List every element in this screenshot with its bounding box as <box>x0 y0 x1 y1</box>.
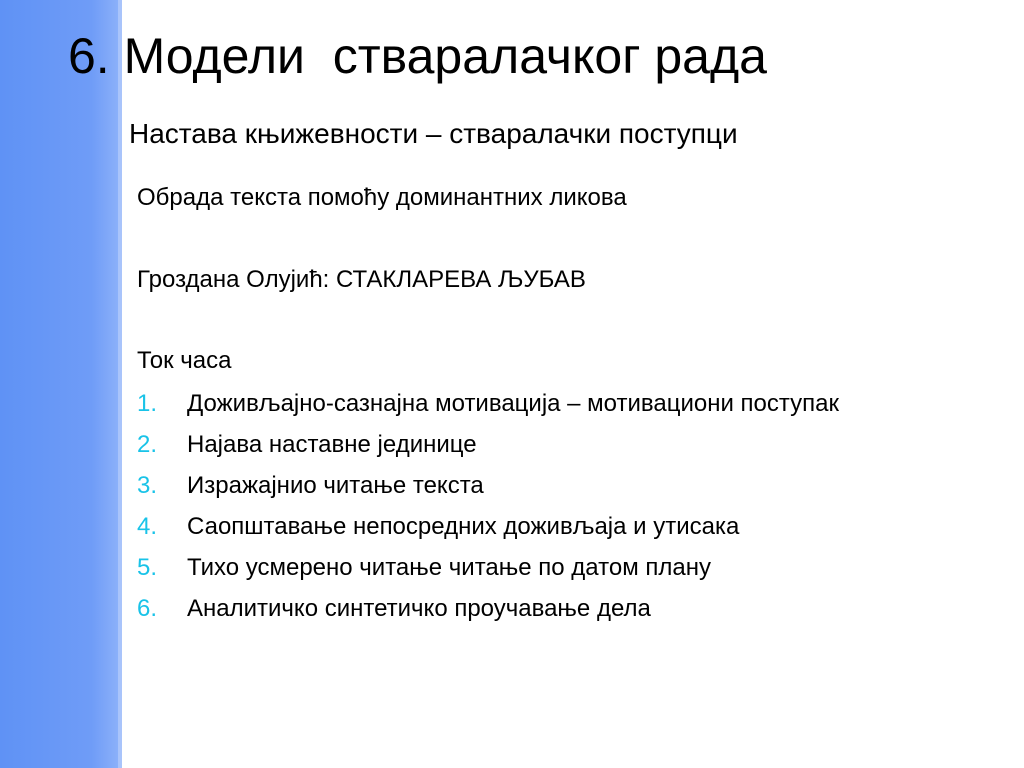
slide-title: 6. Модели стваралачког рада <box>68 28 767 84</box>
step-text: Аналитичко синтетичко проучавање дела <box>187 595 651 622</box>
step-number: 6. <box>137 595 158 622</box>
step-text: Најава наставне јединице <box>187 431 477 458</box>
step-text: Доживљајно-сазнајна мотивација – мотивациони поступак <box>187 390 840 417</box>
work-title-line: Гроздана Олујић: СТАКЛАРЕВА ЉУБАВ <box>137 266 586 293</box>
topic-line: Обрада текста помоћу доминантних ликова <box>137 184 627 211</box>
step-number: 3. <box>137 472 158 499</box>
step-number: 1. <box>137 390 158 417</box>
step-number: 4. <box>137 513 158 540</box>
side-bar-edge <box>118 0 122 768</box>
step-text: Изражајнио читање текста <box>187 472 484 499</box>
step-text: Саопштавање непосредних доживљаја и утисака <box>187 513 740 540</box>
step-number: 5. <box>137 554 158 581</box>
slide-subtitle: Настава књижевности – стваралачки поступци <box>129 118 738 149</box>
lesson-flow-heading: Ток часа <box>137 347 232 374</box>
decorative-side-bar <box>0 0 122 768</box>
step-number: 2. <box>137 431 158 458</box>
step-text: Тихо усмерено читање читање по датом плану <box>187 554 711 581</box>
